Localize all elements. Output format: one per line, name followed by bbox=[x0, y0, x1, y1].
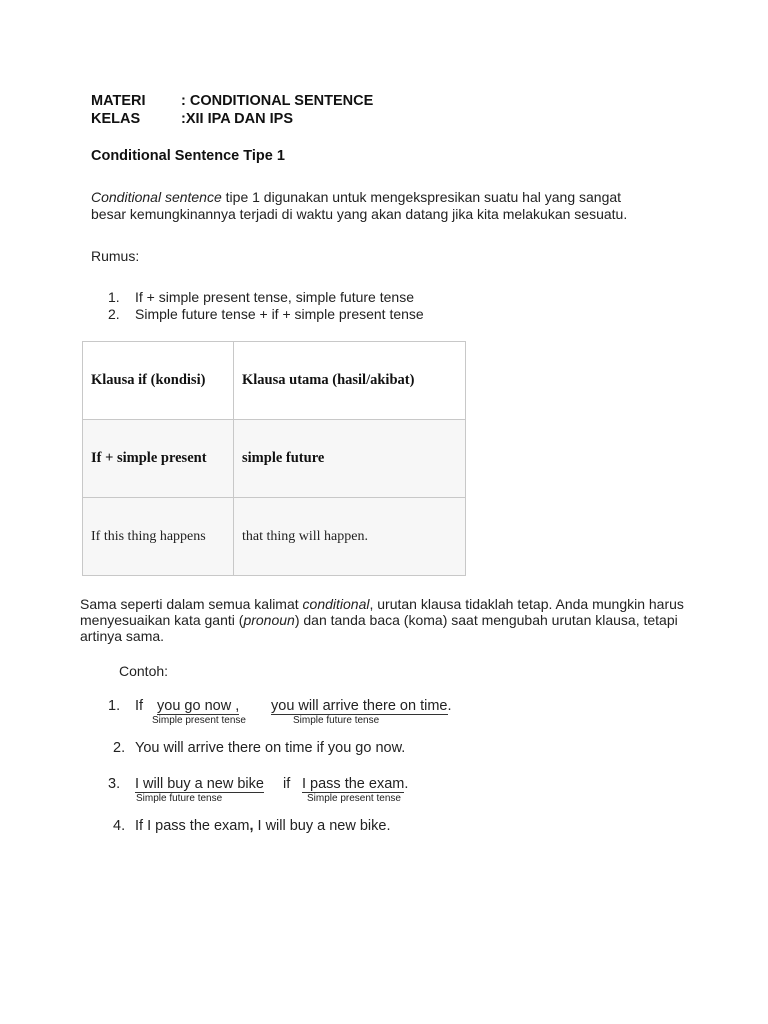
example-3-clause-2-text: I pass the exam bbox=[302, 776, 405, 792]
note-l1-italic: conditional bbox=[302, 596, 370, 612]
note-line-1 bbox=[80, 596, 684, 613]
example-1-clause-1-text: you go now bbox=[157, 698, 232, 714]
example-3-clause-1 bbox=[135, 776, 264, 793]
table-formula-row bbox=[83, 420, 466, 498]
intro-line-2: besar kemungkinannya terjadi di waktu yang akan datang jika kita melakukan sesuatu. bbox=[91, 206, 628, 222]
example-3-period: . bbox=[404, 776, 409, 792]
example-1-clause-2-text: you will arrive there on time bbox=[271, 698, 448, 714]
materi-label: MATERI bbox=[91, 93, 146, 109]
example-1-period: . bbox=[447, 698, 452, 714]
kelas-value: :XII IPA DAN IPS bbox=[181, 111, 293, 127]
example-1-label-2: Simple future tense bbox=[293, 715, 380, 726]
table-example-row bbox=[83, 498, 466, 576]
table-example-if: If this thing happens bbox=[83, 498, 234, 576]
note-l2-b: ) dan tanda baca (koma) saat mengubah urutan klausa, tetapi bbox=[294, 612, 678, 628]
note-l1-b: , urutan klausa tidaklah tetap. Anda mungkin harus bbox=[369, 596, 684, 612]
example-3-clause-2 bbox=[302, 776, 408, 793]
contoh-label: Contoh: bbox=[119, 663, 169, 679]
note-l2-italic: pronoun bbox=[243, 612, 295, 628]
example-3-label-2: Simple present tense bbox=[307, 793, 401, 804]
formula-text-1: If + simple present tense, simple future tense bbox=[135, 289, 414, 305]
table-formula-main: simple future bbox=[234, 420, 466, 498]
table-header-if-clause: Klausa if (kondisi) bbox=[83, 342, 234, 420]
example-1-clause-2 bbox=[271, 698, 452, 715]
example-4-text-b: I will buy a new bike. bbox=[253, 818, 391, 834]
intro-line-1-rest: tipe 1 digunakan untuk mengekspresikan suatu hal yang sangat bbox=[221, 189, 622, 205]
section-title: Conditional Sentence Tipe 1 bbox=[91, 148, 285, 164]
table-formula-if: If + simple present bbox=[83, 420, 234, 498]
example-1-clause-1 bbox=[157, 698, 239, 715]
example-4-num: 4. bbox=[113, 818, 126, 834]
materi-value: : CONDITIONAL SENTENCE bbox=[181, 93, 374, 109]
example-2-text: You will arrive there on time if you go now. bbox=[135, 740, 406, 756]
example-1-num: 1. bbox=[108, 698, 121, 714]
example-3-label-1: Simple future tense bbox=[136, 793, 223, 804]
table-header-main-clause: Klausa utama (hasil/akibat) bbox=[234, 342, 466, 420]
table-example-main: that thing will happen. bbox=[234, 498, 466, 576]
formula-num-2: 2. bbox=[108, 306, 120, 322]
intro-italic: Conditional sentence bbox=[91, 189, 222, 205]
formula-num-1: 1. bbox=[108, 289, 120, 305]
note-l1-a: Sama seperti dalam semua kalimat bbox=[80, 596, 303, 612]
example-3-num: 3. bbox=[108, 776, 121, 792]
example-3-if: if bbox=[283, 776, 291, 792]
clause-table bbox=[82, 341, 466, 576]
example-4-text-a: If I pass the exam bbox=[135, 818, 250, 834]
example-3-clause-1-text: I will buy a new bike bbox=[135, 776, 264, 792]
note-line-3: artinya sama. bbox=[80, 628, 165, 644]
formula-text-2: Simple future tense + if + simple present tense bbox=[135, 306, 424, 322]
table-header-row bbox=[83, 342, 466, 420]
note-line-2 bbox=[80, 612, 678, 629]
example-1-comma: , bbox=[231, 698, 240, 714]
note-l2-a: menyesuaikan kata ganti ( bbox=[80, 612, 244, 628]
rumus-label: Rumus: bbox=[91, 248, 140, 264]
example-1-if: If bbox=[135, 698, 144, 714]
example-1-label-1: Simple present tense bbox=[152, 715, 246, 726]
example-2-num: 2. bbox=[113, 740, 126, 756]
example-4-text bbox=[135, 818, 391, 834]
kelas-label: KELAS bbox=[91, 111, 141, 127]
intro-line-1 bbox=[91, 189, 621, 206]
example-4-comma: , bbox=[249, 818, 254, 834]
